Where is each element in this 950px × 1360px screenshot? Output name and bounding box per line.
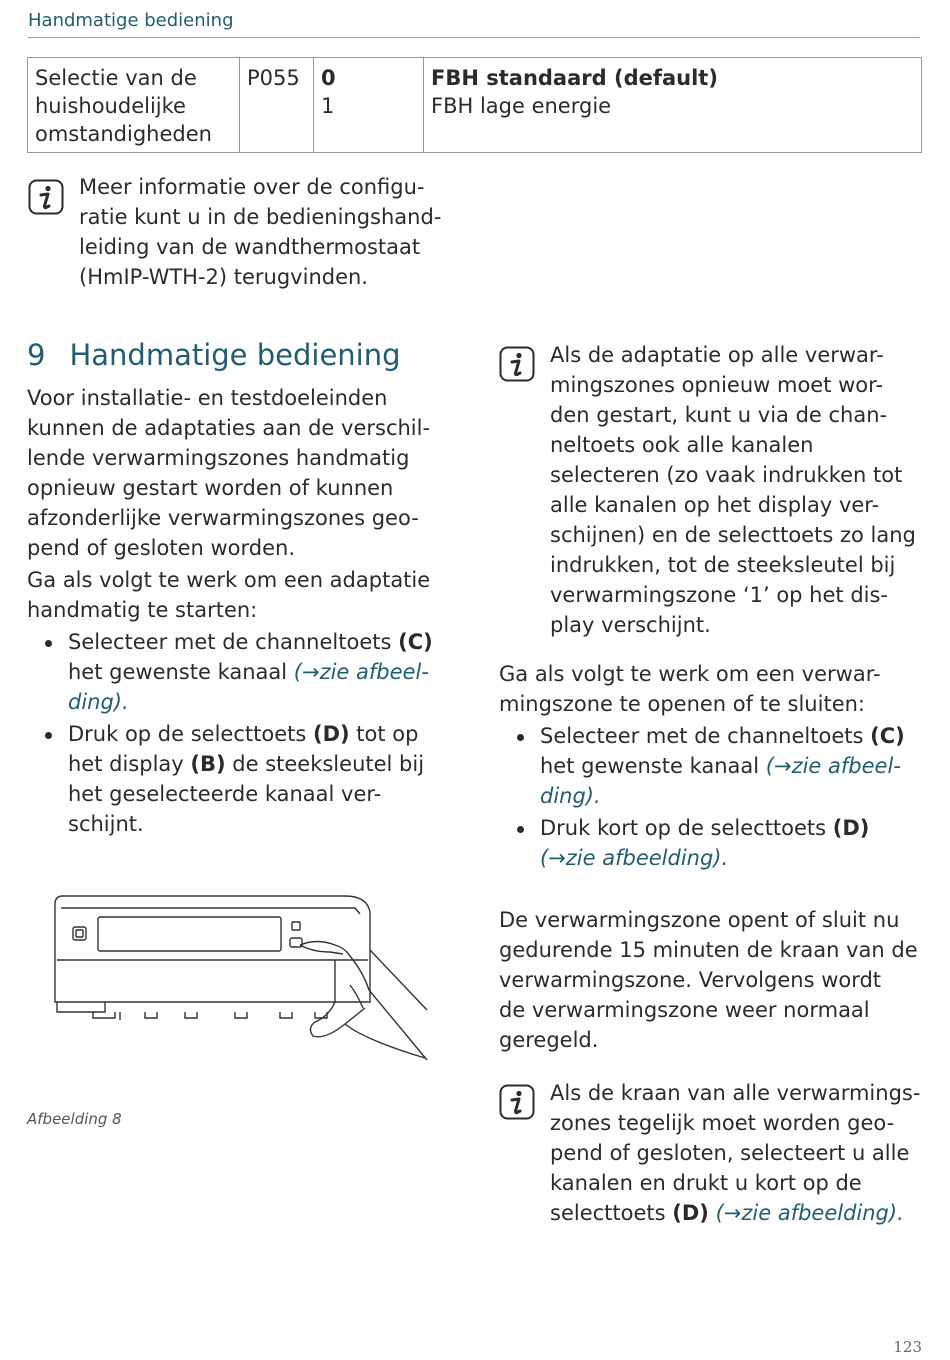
note-line: verwarmingszone ‘1’ op het dis- [550,583,888,607]
section-heading [27,338,401,372]
left-column [27,383,457,839]
note-line: selecttoets (D) (→zie afbeelding). [550,1201,904,1225]
steps-list [27,627,457,839]
section-number: 9 [27,338,46,372]
intro-paragraph: Voor installatie- en testdoeleinden kunnen de adaptaties aan de verschil- lende verwarmingszones handmatig opnieuw gestart worden of kunnen afzonderlijke verwarmingszones geo- pend of gesloten worden. [27,386,431,560]
parameter-table [27,57,922,153]
steps-list [499,721,929,873]
note-line: (HmIP-WTH-2) terugvinden. [79,265,368,289]
value-0: 0 [321,66,336,90]
note-line: neltoets ook alle kanalen [550,433,814,457]
note-line: play verschijnt. [550,613,711,637]
note-line: Als de kraan van alle verwarmings- [550,1081,921,1105]
figure-reference: (→zie afbeelding) [540,846,722,870]
note-line: Als de adaptatie op alle verwar- [550,343,884,367]
note-line: leiding van de wandthermostaat [79,235,421,259]
parameter-values [314,58,424,153]
note-line: zones tegelijk moet worden geo- [550,1111,895,1135]
result-paragraph: De verwarmingszone opent of sluit nu gedurende 15 minuten de kraan van de verwarmingszone. Vervolgens wordt de verwarmingszone weer normaal geregeld. [499,908,918,1052]
info-icon [499,346,535,382]
figure-reference: (→zie afbeel- [293,660,429,684]
value-1: 1 [321,94,335,118]
figure-reference: (→zie afbeel- [765,754,901,778]
right-column [499,659,929,1055]
running-header: Handmatige bediening [28,10,920,38]
note-line: Meer informatie over de configu- [79,175,425,199]
figure-reference: (→zie afbeelding) [715,1201,898,1225]
list-item: Druk op de selecttoets (D) tot op het display (B) de steeksleutel bij het geselecteerde kanaal ver- schijnt. [27,719,457,839]
section-title: Handmatige bediening [69,338,401,372]
note-all-zones-adaptation [550,340,930,640]
list-item: Druk kort op de selecttoets (D) (→zie afbeelding). [499,813,929,873]
info-icon [28,179,64,215]
note-line: pend of gesloten, selecteert u alle [550,1141,910,1165]
info-icon [499,1084,535,1120]
note-configuration [79,172,441,292]
description-0: FBH standaard (default) [431,66,718,90]
parameter-descriptions [424,58,922,153]
note-all-valves [550,1078,930,1228]
note-line: selecteren (zo vaak indrukken tot [550,463,903,487]
parameter-code: P055 [240,58,314,153]
note-line: schijnen) en de selecttoets zo lang [550,523,916,547]
note-line: indrukken, tot de steeksleutel bij [550,553,896,577]
note-line: mingszones opnieuw moet wor- [550,373,884,397]
page-number: 123 [893,1338,922,1356]
table-row [28,58,922,153]
device-illustration [45,890,435,1065]
list-item: Selecteer met de channeltoets (C) het gewenste kanaal (→zie afbeel- ding). [27,627,457,717]
steps-intro: Ga als volgt te werk om een adaptatie handmatig te starten: [27,568,431,622]
description-1: FBH lage energie [431,94,612,118]
note-line: kanalen en drukt u kort op de [550,1171,862,1195]
figure-caption: Afbeelding 8 [27,1110,122,1128]
note-line: ratie kunt u in de bedieningshand- [79,205,442,229]
note-line: den gestart, kunt u via de chan- [550,403,888,427]
steps-intro: Ga als volgt te werk om een verwar- mingszone te openen of te sluiten: [499,662,881,716]
list-item: Selecteer met de channeltoets (C) het gewenste kanaal (→zie afbeel- ding). [499,721,929,811]
parameter-label: Selectie van de huishoudelijke omstandigheden [28,58,240,153]
note-line: alle kanalen op het display ver- [550,493,880,517]
